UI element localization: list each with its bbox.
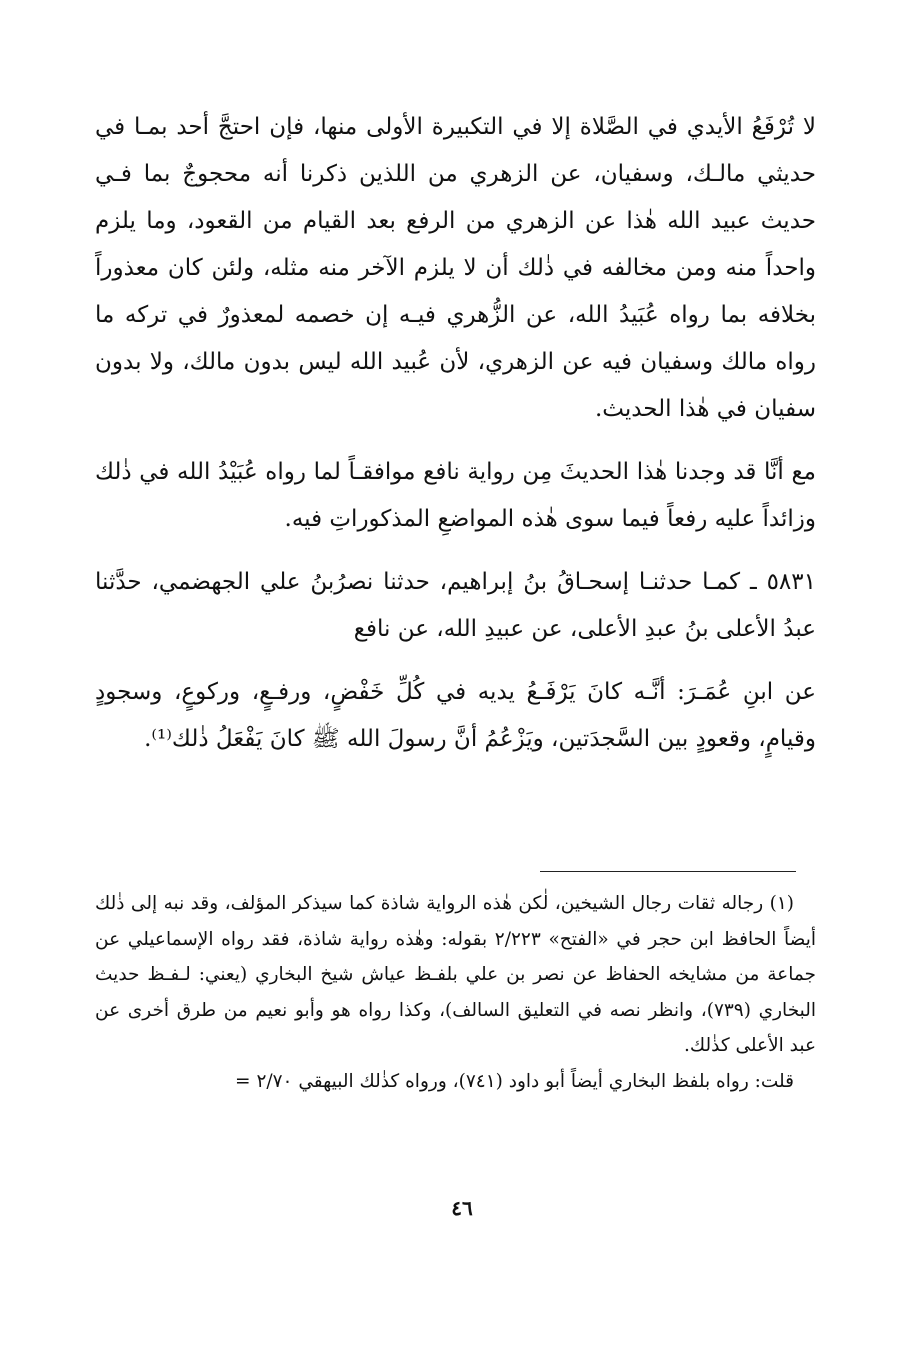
paragraph-commentary: لا تُرْفَعُ الأيدي في الصَّلاة إلا في التكبيرة الأولى منها، فإن احتجَّ أحد بمـا في حديثي مالـك، وسفيان، عن الزهري من اللذين ذكرنا أنه محجوجٌ بما فـي حديث عبيد الله هٰذا عن الزهري من الرفع بعد القيام من القعود، وما يلزم واحداً منه ومن مخالفه في ذٰلك أن لا يلزم الآخر منه مثله، ولئن كان معذوراً بخلافه بما رواه عُبَيدُ الله، عن الزُّهري فيـه إن خصمه لمعذورٌ في تركه ما رواه مالك وسفيان فيه عن الزهري، لأن عُبيد الله ليس بدون مالك، ولا بدون سفيان في هٰذا الحديث. <box>95 114 816 422</box>
paragraph-continuation: مع أنَّا قد وجدنا هٰذا الحديثَ مِن رواية نافع موافقـاً لما رواه عُبَيْدُ الله في ذٰلك وزائداً عليه رفعاً فيما سوى هٰذه المواضعِ المذكوراتِ فيه. <box>95 459 816 532</box>
footnote-note: قلت: رواه بلفظ البخاري أيضاً أبو داود (٧٤١)، ورواه كذٰلك البيهقي ٢/٧٠ = <box>235 1070 794 1092</box>
page-number: ٤٦ <box>451 1196 473 1220</box>
paragraph-hadith-chain: ٥٨٣١ ـ كمـا حدثنـا إسحـاقُ بنُ إبراهيم، حدثنا نصرُبنُ علي الجهضمي، حدَّثنا عبدُ الأعلى بنُ عبدِ الأعلى، عن عبيدِ الله، عن نافع <box>95 569 816 642</box>
main-text <box>95 104 816 763</box>
footnotes-section <box>95 886 816 1099</box>
footnote-1: (١) رجاله ثقات رجال الشيخين، لٰكن هٰذه الرواية شاذة كما سيذكر المؤلف، وقد نبه إلى ذٰلك أيضاً الحافظ ابن حجر في «الفتح» ٢/٢٢٣ بقوله: وهٰذه رواية شاذة، فقد رواه الإسماعيلي عن جماعة من مشايخه الحفاظ عن نصر بن علي بلفـظ عياش شيخ البخاري (يعني: لـفـظ حديث البخاري (٧٣٩)، وانظر نصه في التعليق السالف)، وكذا رواه هو وأبو نعيم من طرق أخرى عن عبد الأعلى كذٰلك. <box>95 893 817 1056</box>
footnote-separator <box>540 871 796 872</box>
paragraph-hadith-text: عن ابنِ عُمَـرَ: أنَّـه كانَ يَرْفَـعُ يديه في كُلِّ خَفْضٍ، ورفـعٍ، وركوعٍ، وسجودٍ وقيامٍ، وقعودٍ بين السَّجدَتين، ويَزْعُمُ أنَّ رسولَ الله ﷺ كانَ يَفْعَلُ ذٰلك⁽¹⁾. <box>95 679 816 752</box>
